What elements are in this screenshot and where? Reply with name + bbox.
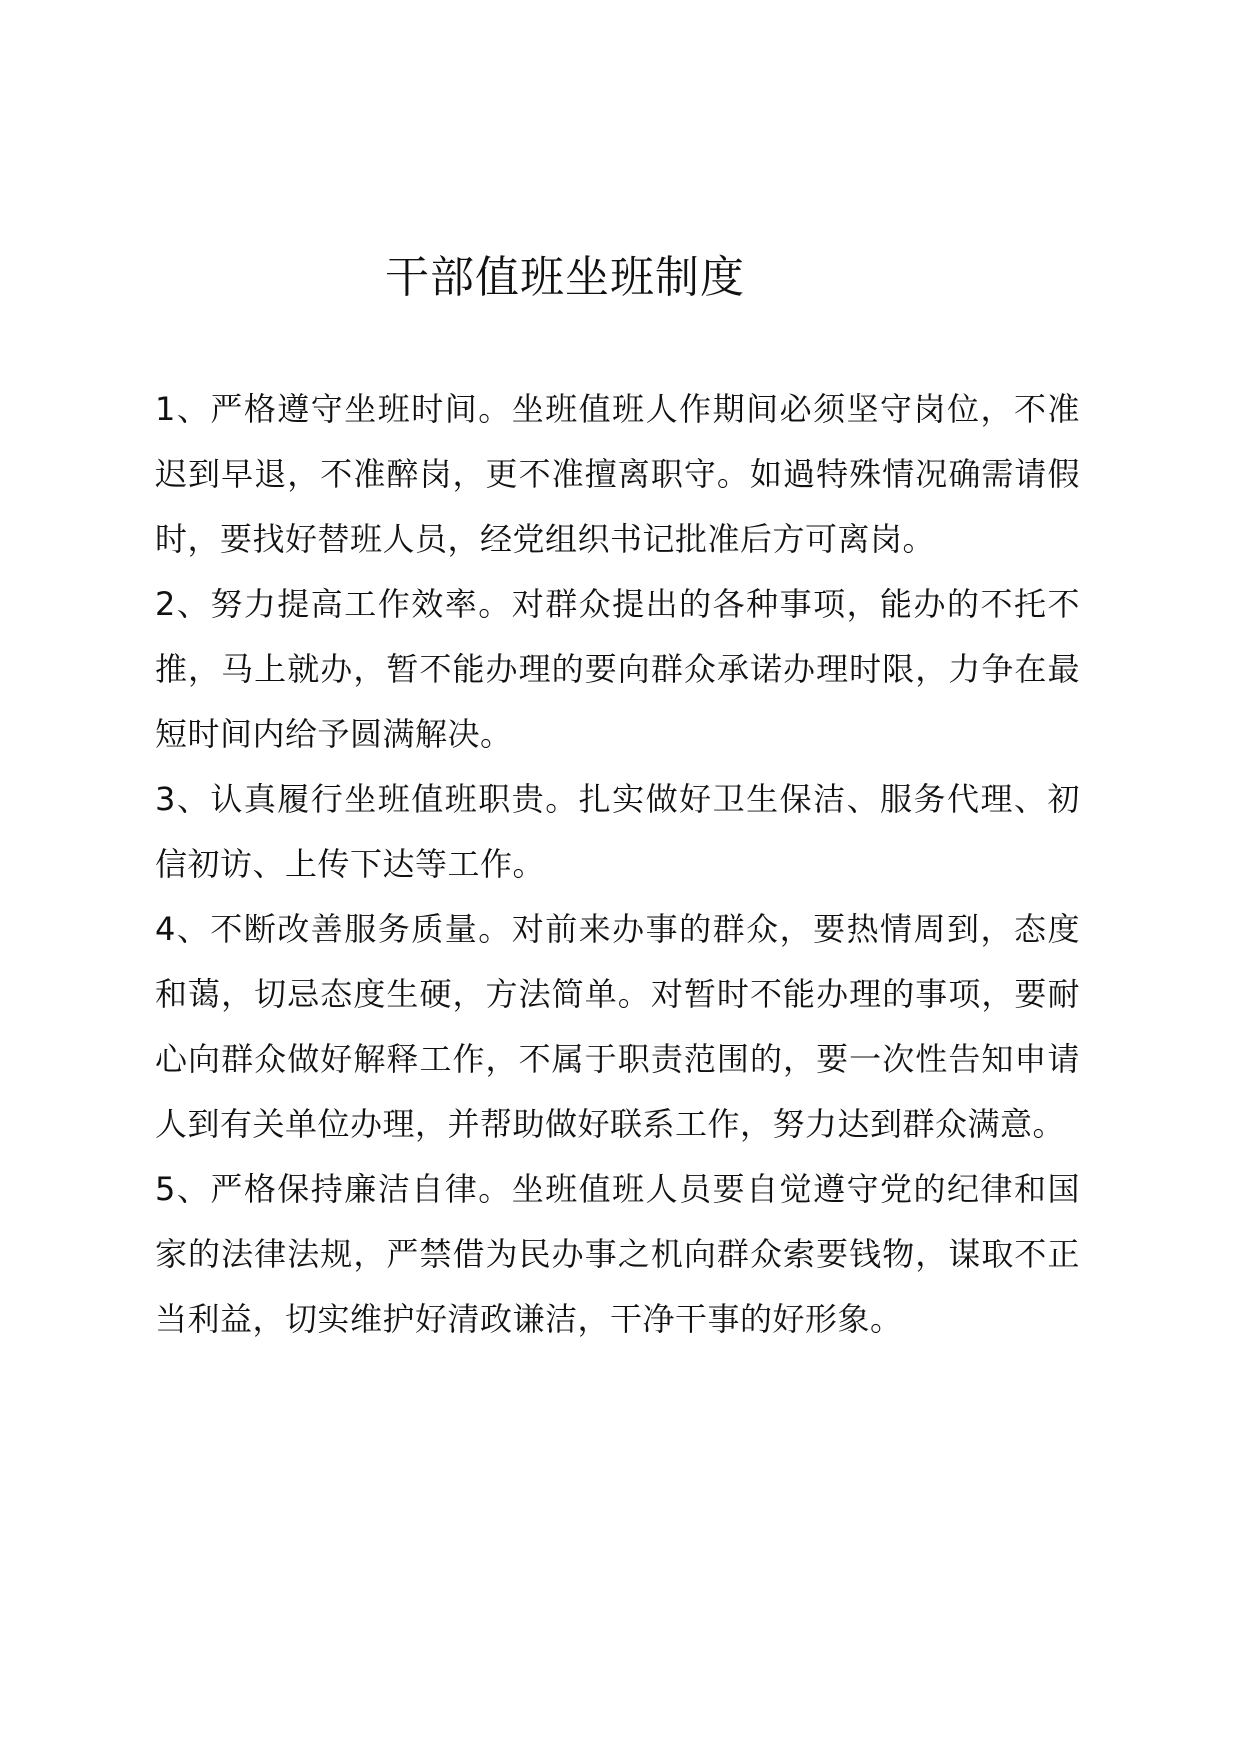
document-title: 干部值班坐班制度 [385, 252, 745, 303]
rule-paragraph-5: 5、严格保持廉洁自律。坐班值班人员要自觉遵守党的纪律和国家的法律法规，严禁借为民办事之机向群众索要钱物，谋取不正当利益，切实维护好清政谦洁，干净干事的好形象。 [155, 1170, 1080, 1338]
rule-paragraph-4: 4、不断改善服务质量。对前来办事的群众，要热情周到，态度和蔼，切忌态度生硬，方法简单。对暂时不能办理的事项，要耐心向群众做好解释工作，不属于职责范围的，要一次性告知申请人到有关单位办理，并帮助做好联系工作，努力达到群众满意。 [155, 910, 1080, 1143]
rule-paragraph-2: 2、努力提高工作效率。对群众提出的各种事项，能办的不托不推，马上就办，暂不能办理的要向群众承诺办理时限，力争在最短时间内给予圆满解决。 [155, 585, 1080, 753]
rule-paragraph-1: 1、严格遵守坐班时间。坐班值班人作期间必须坚守岗位，不准迟到早退，不准醉岗，更不准擅离职守。如過特殊情况确需请假时，要找好替班人员，经党组织书记批准后方可离岗。 [155, 390, 1080, 558]
rule-paragraph-3: 3、认真履行坐班值班职贵。扎实做好卫生保洁、服务代理、初信初访、上传下达等工作。 [155, 780, 1080, 883]
document-body [155, 377, 1080, 1352]
